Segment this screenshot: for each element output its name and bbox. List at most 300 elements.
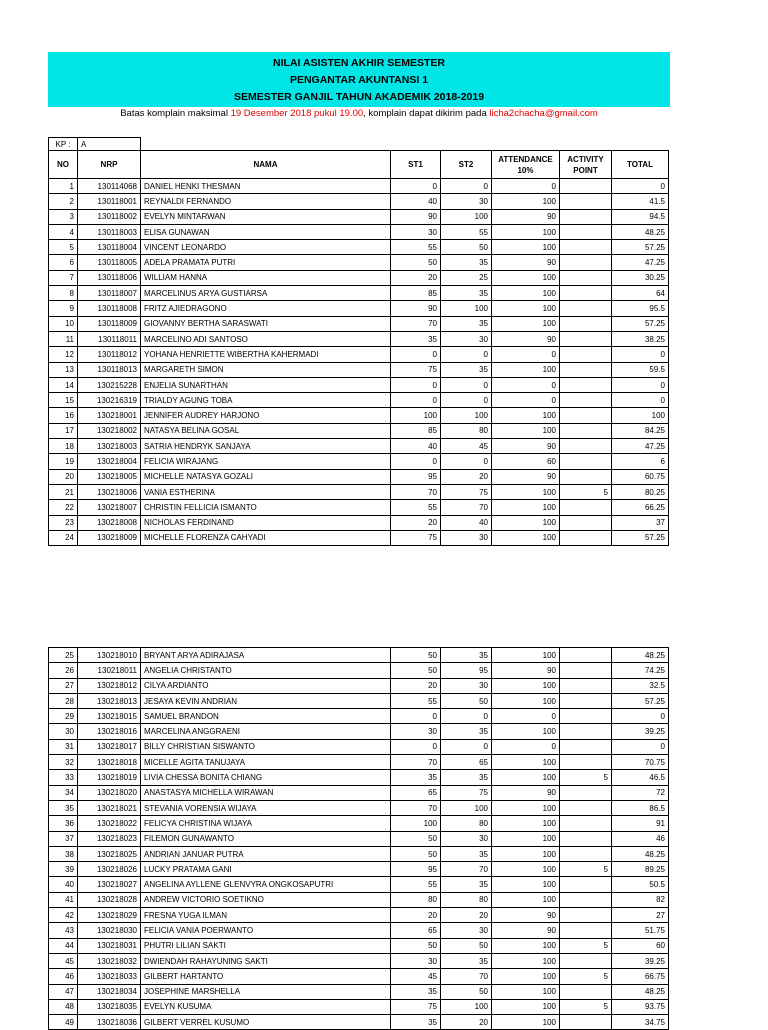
- cell-attendance: 100: [492, 831, 560, 846]
- table-row: [49, 301, 669, 316]
- cell-total: 66.25: [612, 500, 669, 515]
- title-line-1: NILAI ASISTEN AKHIR SEMESTER: [273, 57, 445, 69]
- cell-st2: 80: [441, 816, 492, 831]
- table-row: [49, 362, 669, 377]
- cell-st2: 30: [441, 194, 492, 209]
- cell-st2: 0: [441, 347, 492, 362]
- table-row: [49, 515, 669, 530]
- header-attendance: ATTENDANCE 10%: [492, 151, 560, 179]
- cell-activity: [560, 240, 612, 255]
- cell-nama: ANGELIA CHRISTANTO: [141, 663, 391, 678]
- table-row: [49, 347, 669, 362]
- cell-st2: 20: [441, 908, 492, 923]
- cell-st1: 65: [391, 785, 441, 800]
- header-nrp: NRP: [78, 151, 141, 179]
- table-row: [49, 454, 669, 469]
- cell-no: 28: [49, 693, 78, 708]
- cell-st2: 100: [441, 301, 492, 316]
- cell-total: 80.25: [612, 484, 669, 499]
- cell-activity: 5: [560, 484, 612, 499]
- cell-nama: EVELYN KUSUMA: [141, 999, 391, 1014]
- cell-st1: 50: [391, 255, 441, 270]
- cell-attendance: 100: [492, 678, 560, 693]
- cell-no: 38: [49, 846, 78, 861]
- table-row: [49, 739, 669, 754]
- cell-st1: 0: [391, 709, 441, 724]
- cell-total: 84.25: [612, 423, 669, 438]
- table-row: [49, 755, 669, 770]
- cell-st2: 30: [441, 831, 492, 846]
- cell-nrp: 130118002: [78, 209, 141, 224]
- cell-activity: 5: [560, 969, 612, 984]
- cell-st2: 35: [441, 846, 492, 861]
- cell-activity: [560, 270, 612, 285]
- cell-st2: 65: [441, 755, 492, 770]
- cell-attendance: 0: [492, 709, 560, 724]
- cell-nrp: 130218012: [78, 678, 141, 693]
- cell-nrp: 130218003: [78, 439, 141, 454]
- cell-nama: FRESNA YUGA ILMAN: [141, 908, 391, 923]
- complaint-notice: [48, 108, 670, 119]
- cell-nama: NICHOLAS FERDINAND: [141, 515, 391, 530]
- cell-total: 39.25: [612, 724, 669, 739]
- cell-activity: [560, 393, 612, 408]
- cell-total: 32.5: [612, 678, 669, 693]
- cell-st2: 55: [441, 224, 492, 239]
- cell-st2: 50: [441, 240, 492, 255]
- cell-attendance: 100: [492, 770, 560, 785]
- table-row: [49, 862, 669, 877]
- cell-attendance: 100: [492, 270, 560, 285]
- cell-total: 48.25: [612, 846, 669, 861]
- cell-total: 82: [612, 892, 669, 907]
- cell-nrp: 130218036: [78, 1015, 141, 1030]
- cell-total: 60: [612, 938, 669, 953]
- cell-st1: 55: [391, 240, 441, 255]
- cell-no: 47: [49, 984, 78, 999]
- cell-nama: FRITZ AJIEDRAGONO: [141, 301, 391, 316]
- cell-no: 24: [49, 530, 78, 545]
- cell-activity: [560, 816, 612, 831]
- cell-nama: LUCKY PRATAMA GANI: [141, 862, 391, 877]
- table-row: [49, 270, 669, 285]
- cell-nama: MICHELLE NATASYA GOZALI: [141, 469, 391, 484]
- cell-nama: ELISA GUNAWAN: [141, 224, 391, 239]
- cell-attendance: 100: [492, 938, 560, 953]
- cell-attendance: 100: [492, 892, 560, 907]
- table-row: [49, 377, 669, 392]
- cell-st1: 85: [391, 423, 441, 438]
- cell-nrp: 130218007: [78, 500, 141, 515]
- cell-st1: 80: [391, 892, 441, 907]
- cell-nama: EVELYN MINTARWAN: [141, 209, 391, 224]
- cell-attendance: 100: [492, 999, 560, 1014]
- cell-nama: CHRISTIN FELLICIA ISMANTO: [141, 500, 391, 515]
- cell-attendance: 100: [492, 862, 560, 877]
- cell-st2: 0: [441, 454, 492, 469]
- table-row: [49, 678, 669, 693]
- cell-attendance: 90: [492, 663, 560, 678]
- cell-no: 26: [49, 663, 78, 678]
- cell-attendance: 90: [492, 908, 560, 923]
- grades-table-part-1: [48, 137, 669, 546]
- cell-activity: [560, 316, 612, 331]
- cell-st2: 50: [441, 693, 492, 708]
- cell-nrp: 130218008: [78, 515, 141, 530]
- cell-total: 70.75: [612, 755, 669, 770]
- cell-no: 45: [49, 953, 78, 968]
- cell-no: 44: [49, 938, 78, 953]
- cell-st1: 50: [391, 648, 441, 663]
- cell-nrp: 130215228: [78, 377, 141, 392]
- table-row: [49, 831, 669, 846]
- cell-total: 57.25: [612, 316, 669, 331]
- table-row: [49, 663, 669, 678]
- cell-nrp: 130118012: [78, 347, 141, 362]
- cell-st2: 35: [441, 648, 492, 663]
- cell-no: 15: [49, 393, 78, 408]
- cell-st2: 95: [441, 663, 492, 678]
- cell-nrp: 130218001: [78, 408, 141, 423]
- cell-st2: 0: [441, 377, 492, 392]
- cell-nama: SAMUEL BRANDON: [141, 709, 391, 724]
- table-row: [49, 469, 669, 484]
- cell-activity: [560, 1015, 612, 1030]
- cell-st2: 20: [441, 1015, 492, 1030]
- cell-st2: 35: [441, 953, 492, 968]
- cell-attendance: 100: [492, 846, 560, 861]
- cell-st1: 95: [391, 469, 441, 484]
- table-row: [49, 484, 669, 499]
- cell-total: 46.5: [612, 770, 669, 785]
- cell-attendance: 100: [492, 240, 560, 255]
- cell-activity: [560, 209, 612, 224]
- cell-no: 31: [49, 739, 78, 754]
- cell-activity: [560, 800, 612, 815]
- kp-row: [49, 138, 669, 151]
- cell-nama: ANDRIAN JANUAR PUTRA: [141, 846, 391, 861]
- header-st2: ST2: [441, 151, 492, 179]
- cell-activity: [560, 877, 612, 892]
- cell-activity: 5: [560, 770, 612, 785]
- cell-st1: 85: [391, 286, 441, 301]
- table-row: [49, 423, 669, 438]
- cell-activity: [560, 331, 612, 346]
- cell-activity: [560, 953, 612, 968]
- cell-nama: WILLIAM HANNA: [141, 270, 391, 285]
- cell-nama: FELICIA WIRAJANG: [141, 454, 391, 469]
- cell-activity: [560, 530, 612, 545]
- table-row: [49, 785, 669, 800]
- cell-total: 41.5: [612, 194, 669, 209]
- cell-nama: REYNALDI FERNANDO: [141, 194, 391, 209]
- cell-nama: GILBERT VERREL KUSUMO: [141, 1015, 391, 1030]
- cell-no: 4: [49, 224, 78, 239]
- cell-no: 27: [49, 678, 78, 693]
- cell-nama: BRYANT ARYA ADIRAJASA: [141, 648, 391, 663]
- cell-nrp: 130218030: [78, 923, 141, 938]
- cell-activity: [560, 255, 612, 270]
- cell-st2: 35: [441, 255, 492, 270]
- cell-activity: [560, 709, 612, 724]
- table-row: [49, 648, 669, 663]
- cell-st2: 100: [441, 999, 492, 1014]
- cell-activity: [560, 892, 612, 907]
- cell-nama: GILBERT HARTANTO: [141, 969, 391, 984]
- cell-nama: FILEMON GUNAWANTO: [141, 831, 391, 846]
- cell-st1: 45: [391, 969, 441, 984]
- table-row: [49, 923, 669, 938]
- cell-attendance: 0: [492, 739, 560, 754]
- cell-st1: 70: [391, 800, 441, 815]
- cell-nama: TRIALDY AGUNG TOBA: [141, 393, 391, 408]
- cell-attendance: 100: [492, 408, 560, 423]
- cell-st1: 70: [391, 484, 441, 499]
- cell-st1: 35: [391, 984, 441, 999]
- cell-st1: 0: [391, 179, 441, 194]
- cell-no: 34: [49, 785, 78, 800]
- cell-total: 30.25: [612, 270, 669, 285]
- table-row: [49, 316, 669, 331]
- cell-no: 2: [49, 194, 78, 209]
- cell-activity: [560, 362, 612, 377]
- cell-attendance: 100: [492, 816, 560, 831]
- cell-total: 0: [612, 709, 669, 724]
- cell-attendance: 100: [492, 530, 560, 545]
- cell-st1: 70: [391, 755, 441, 770]
- cell-st1: 100: [391, 816, 441, 831]
- cell-st1: 70: [391, 316, 441, 331]
- cell-attendance: 90: [492, 469, 560, 484]
- cell-total: 0: [612, 393, 669, 408]
- cell-st2: 20: [441, 469, 492, 484]
- cell-st1: 90: [391, 209, 441, 224]
- cell-no: 1: [49, 179, 78, 194]
- cell-st1: 100: [391, 408, 441, 423]
- cell-st2: 30: [441, 530, 492, 545]
- cell-activity: [560, 194, 612, 209]
- table-row: [49, 877, 669, 892]
- cell-st2: 30: [441, 331, 492, 346]
- cell-st2: 80: [441, 892, 492, 907]
- cell-nama: ANASTASYA MICHELLA WIRAWAN: [141, 785, 391, 800]
- cell-st2: 100: [441, 800, 492, 815]
- complaint-email[interactable]: licha2chacha@gmail.com: [489, 108, 598, 119]
- cell-total: 64: [612, 286, 669, 301]
- cell-nama: JENNIFER AUDREY HARJONO: [141, 408, 391, 423]
- cell-st1: 75: [391, 530, 441, 545]
- cell-activity: [560, 377, 612, 392]
- cell-nrp: 130218028: [78, 892, 141, 907]
- cell-nrp: 130118005: [78, 255, 141, 270]
- cell-no: 14: [49, 377, 78, 392]
- table-row: [49, 286, 669, 301]
- cell-activity: [560, 515, 612, 530]
- cell-st1: 35: [391, 1015, 441, 1030]
- cell-total: 57.25: [612, 530, 669, 545]
- cell-st1: 35: [391, 770, 441, 785]
- cell-st2: 0: [441, 393, 492, 408]
- cell-attendance: 100: [492, 484, 560, 499]
- cell-activity: [560, 693, 612, 708]
- cell-total: 89.25: [612, 862, 669, 877]
- cell-activity: [560, 423, 612, 438]
- cell-st2: 35: [441, 316, 492, 331]
- cell-total: 27: [612, 908, 669, 923]
- table-row: [49, 816, 669, 831]
- complaint-deadline: 19 Desember 2018 pukul 19.00: [230, 108, 364, 119]
- cell-no: 29: [49, 709, 78, 724]
- cell-attendance: 100: [492, 1015, 560, 1030]
- title-banner: [48, 52, 670, 107]
- cell-nrp: 130118006: [78, 270, 141, 285]
- cell-no: 9: [49, 301, 78, 316]
- cell-attendance: 100: [492, 984, 560, 999]
- cell-nama: VANIA ESTHERINA: [141, 484, 391, 499]
- cell-nama: GIOVANNY BERTHA SARASWATI: [141, 316, 391, 331]
- cell-total: 0: [612, 739, 669, 754]
- title-line-3: SEMESTER GANJIL TAHUN AKADEMIK 2018-2019: [233, 91, 485, 103]
- cell-activity: 5: [560, 938, 612, 953]
- cell-no: 39: [49, 862, 78, 877]
- cell-total: 37: [612, 515, 669, 530]
- cell-no: 7: [49, 270, 78, 285]
- cell-total: 72: [612, 785, 669, 800]
- cell-total: 48.25: [612, 648, 669, 663]
- cell-total: 74.25: [612, 663, 669, 678]
- table-row: [49, 800, 669, 815]
- cell-attendance: 90: [492, 255, 560, 270]
- cell-attendance: 0: [492, 377, 560, 392]
- cell-nama: MARGARETH SIMON: [141, 362, 391, 377]
- kp-value: A: [78, 138, 141, 151]
- cell-st2: 35: [441, 362, 492, 377]
- cell-nama: DANIEL HENKI THESMAN: [141, 179, 391, 194]
- cell-st2: 100: [441, 209, 492, 224]
- cell-st1: 50: [391, 831, 441, 846]
- cell-st1: 90: [391, 301, 441, 316]
- table-row: [49, 892, 669, 907]
- cell-nrp: 130218035: [78, 999, 141, 1014]
- cell-st2: 30: [441, 923, 492, 938]
- table-row: [49, 393, 669, 408]
- cell-st2: 0: [441, 739, 492, 754]
- cell-total: 95.5: [612, 301, 669, 316]
- cell-nrp: 130218031: [78, 938, 141, 953]
- cell-no: 43: [49, 923, 78, 938]
- cell-nama: LIVIA CHESSA BONITA CHIANG: [141, 770, 391, 785]
- table-row: [49, 846, 669, 861]
- cell-st1: 55: [391, 500, 441, 515]
- cell-total: 94.5: [612, 209, 669, 224]
- cell-attendance: 100: [492, 877, 560, 892]
- cell-st1: 50: [391, 938, 441, 953]
- cell-nrp: 130218009: [78, 530, 141, 545]
- cell-activity: [560, 739, 612, 754]
- cell-no: 46: [49, 969, 78, 984]
- cell-nama: MICHELLE FLORENZA CAHYADI: [141, 530, 391, 545]
- cell-activity: [560, 439, 612, 454]
- cell-st1: 30: [391, 724, 441, 739]
- cell-total: 57.25: [612, 240, 669, 255]
- cell-nama: STEVANIA VORENSIA WIJAYA: [141, 800, 391, 815]
- cell-st2: 80: [441, 423, 492, 438]
- table-row: [49, 938, 669, 953]
- table-row: [49, 908, 669, 923]
- table-row: [49, 693, 669, 708]
- cell-no: 37: [49, 831, 78, 846]
- cell-activity: [560, 984, 612, 999]
- cell-nrp: 130218022: [78, 816, 141, 831]
- table-row: [49, 408, 669, 423]
- table-row: [49, 194, 669, 209]
- cell-attendance: 100: [492, 286, 560, 301]
- cell-no: 3: [49, 209, 78, 224]
- cell-nrp: 130218033: [78, 969, 141, 984]
- cell-activity: [560, 500, 612, 515]
- cell-nrp: 130118004: [78, 240, 141, 255]
- table-row: [49, 439, 669, 454]
- cell-activity: [560, 224, 612, 239]
- cell-nrp: 130218020: [78, 785, 141, 800]
- cell-nrp: 130218026: [78, 862, 141, 877]
- cell-nrp: 130118013: [78, 362, 141, 377]
- cell-no: 25: [49, 648, 78, 663]
- cell-no: 33: [49, 770, 78, 785]
- complaint-middle: , komplain dapat dikirim pada: [363, 108, 490, 119]
- cell-st1: 20: [391, 270, 441, 285]
- table-row: [49, 530, 669, 545]
- cell-attendance: 100: [492, 362, 560, 377]
- cell-attendance: 90: [492, 209, 560, 224]
- cell-attendance: 100: [492, 224, 560, 239]
- table-body-part-2: [49, 648, 669, 1030]
- cell-total: 57.25: [612, 693, 669, 708]
- cell-nrp: 130118009: [78, 316, 141, 331]
- cell-attendance: 100: [492, 301, 560, 316]
- cell-nrp: 130218011: [78, 663, 141, 678]
- cell-total: 51.75: [612, 923, 669, 938]
- table-body-part-1: [49, 179, 669, 546]
- cell-nama: ANDREW VICTORIO SOETIKNO: [141, 892, 391, 907]
- cell-activity: [560, 831, 612, 846]
- cell-no: 16: [49, 408, 78, 423]
- cell-no: 36: [49, 816, 78, 831]
- cell-no: 41: [49, 892, 78, 907]
- cell-activity: 5: [560, 862, 612, 877]
- cell-activity: [560, 454, 612, 469]
- cell-nama: MARCELINUS ARYA GUSTIARSA: [141, 286, 391, 301]
- cell-attendance: 100: [492, 423, 560, 438]
- table-row: [49, 500, 669, 515]
- cell-nama: CILYA ARDIANTO: [141, 678, 391, 693]
- cell-nama: FELICYA CHRISTINA WIJAYA: [141, 816, 391, 831]
- cell-nama: PHUTRI LILIAN SAKTI: [141, 938, 391, 953]
- cell-total: 60.75: [612, 469, 669, 484]
- cell-no: 11: [49, 331, 78, 346]
- cell-activity: 5: [560, 999, 612, 1014]
- cell-nama: FELICIA VANIA POERWANTO: [141, 923, 391, 938]
- cell-no: 21: [49, 484, 78, 499]
- cell-attendance: 100: [492, 515, 560, 530]
- cell-nama: YOHANA HENRIETTE WIBERTHA KAHERMADI: [141, 347, 391, 362]
- cell-no: 20: [49, 469, 78, 484]
- header-st1: ST1: [391, 151, 441, 179]
- cell-st1: 40: [391, 194, 441, 209]
- cell-no: 5: [49, 240, 78, 255]
- cell-activity: [560, 755, 612, 770]
- table-row: [49, 969, 669, 984]
